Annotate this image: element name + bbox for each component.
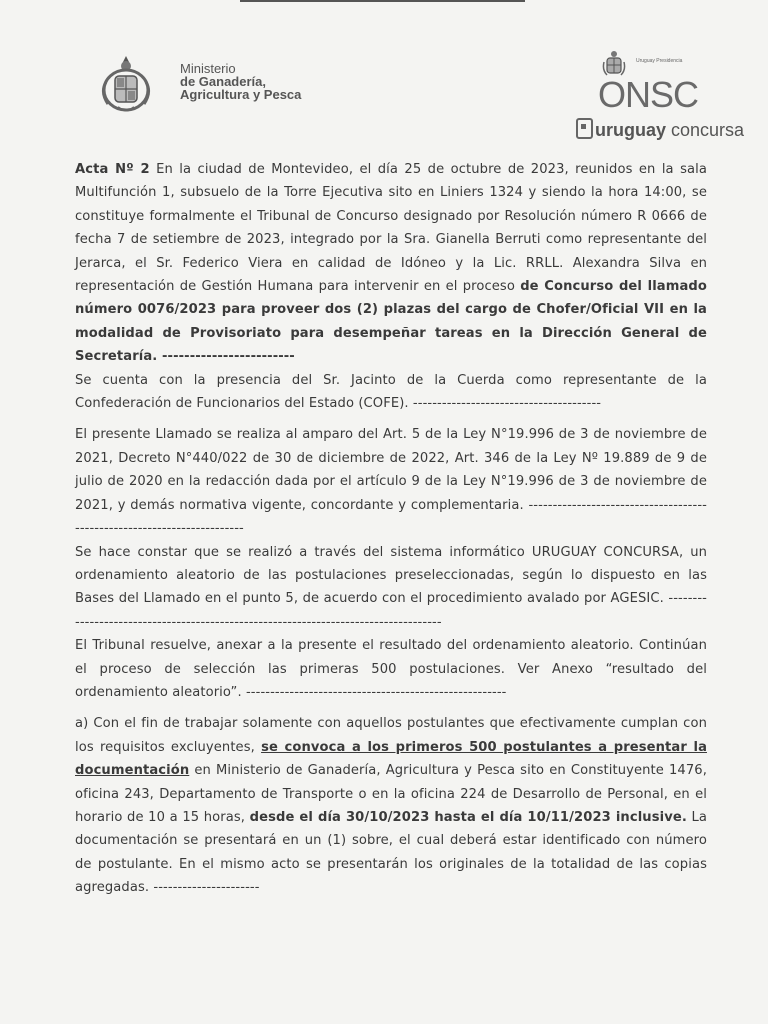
letterhead <box>0 0 768 150</box>
acta-bold-text: de Concurso del llamado número 0076/2023 para proveer dos (2) plazas del cargo de Chofer/Oficial VII en la modalidad de Provisoriato para desempeñar tareas en la Dirección General de Secretaría. ------------------------ <box>75 279 707 365</box>
paragraph-cofe: Se cuenta con la presencia del Sr. Jacinto de la Cuerda como representante de la Confederación de Funcionarios del Estado (COFE). --------------------------------------- <box>75 372 707 412</box>
paragraph-acta <box>75 158 707 369</box>
uruguay-concursa-logo <box>576 118 744 141</box>
concursa-rest: concursa <box>666 120 745 140</box>
paragraph-convocation <box>75 712 707 899</box>
convocation-text-2: en Ministerio de Ganadería, Agricultura y Pesca sito en Constituyente 1476, oficina 243, Departamento de Transporte o en la oficina 224 de Desarrollo de Personal, en el horario de 10 a 15 horas, <box>75 763 707 825</box>
onsc-wordmark: ONSC <box>598 74 699 115</box>
paragraph-resolution: El Tribunal resuelve, anexar a la presente el resultado del ordenamiento aleatorio. Continúan el proceso de selección las primeras 500 postulaciones. Ver Anexo “resultado del ordenamiento aleatorio”. ------------------------------------------------------ <box>75 638 707 700</box>
paragraph-legal-basis: El presente Llamado se realiza al amparo del Art. 5 de la Ley N°19.996 de 3 de noviembre de 2021, Decreto N°440/022 de 30 de diciembre de 2022, Art. 346 de la Ley Nº 19.889 de 9 de julio de 2020 en la redacción dada por el artículo 9 de la Ley N°19.996 de 3 de noviembre de 2021, y demás normativa vigente, concordante y complementaria. ------------------------------------------------------------------------ <box>75 427 707 537</box>
uruguay-coat-of-arms-icon <box>96 52 156 116</box>
ministry-line-2: de Ganadería, <box>180 74 266 89</box>
convocation-highlight: se convoca a los primeros 500 postulantes a presentar la documentación <box>75 739 707 779</box>
onsc-caption: Uruguay Presidencia <box>636 58 683 64</box>
ministry-line-1: Ministerio <box>180 61 236 76</box>
convocation-dates: desde el día 30/10/2023 hasta el día 10/11/2023 inclusive. <box>249 809 687 825</box>
paragraph-random-order: Se hace constar que se realizó a través del sistema informático URUGUAY CONCURSA, un ordenamiento aleatorio de las postulaciones preseleccionadas, según lo dispuesto en las Bases del Llamado en el punto 5, de acuerdo con el procedimiento avalado por AGESIC. ------------------------------------------------------------------------------------ <box>75 544 707 630</box>
document-body <box>75 158 707 900</box>
acta-number: Acta Nº 2 <box>75 162 150 177</box>
concursa-bold: uruguay <box>595 120 667 140</box>
ministry-line-3: Agricultura y Pesca <box>180 87 302 102</box>
ministry-name <box>180 62 301 101</box>
convocation-text-3: La documentación se presentará en un (1) sobre, el cual deberá estar identificado con número de postulante. En el mismo acto se presentarán los originales de la totalidad de las copias agregadas. ---------------------- <box>75 809 708 896</box>
acta-text: En la ciudad de Montevideo, el día 25 de octubre de 2023, reunidos en la sala Multifunción 1, subsuelo de la Torre Ejecutiva sito en Liniers 1324 y siendo la hora 14:00, se constituye formalmente el Tribunal de Concurso designado por Resolución número R 0666 de fecha 7 de setiembre de 2023, integrado por la Sra. Gianella Berruti como representante del Jerarca, el Sr. Federico Viera en calidad de Idóneo y la Lic. RRLL. Alexandra Silva en representación de Gestión Humana para intervenir en el proceso <box>75 162 707 295</box>
onsc-logo <box>595 46 745 146</box>
convocation-text-1: a) Con el fin de trabajar solamente con aquellos postulantes que efectivamente cumplan con los requisitos excluyentes, <box>75 716 707 755</box>
concursa-icon <box>576 118 593 139</box>
